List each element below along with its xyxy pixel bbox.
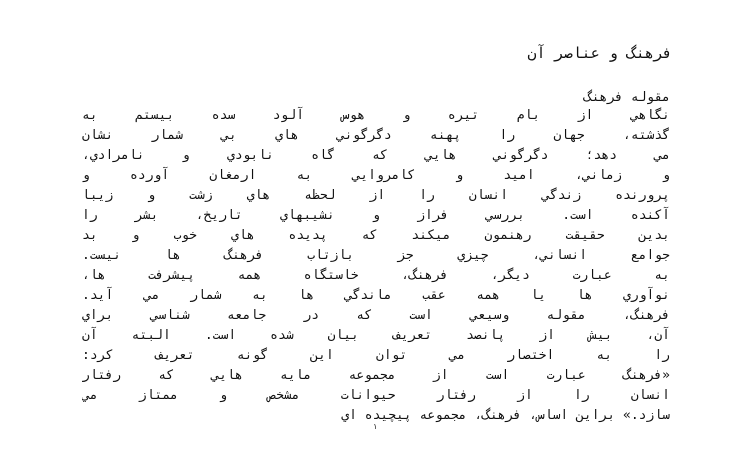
- body-line: نوآوري ها يا همه عقب ماندگي ها به شمار مي آيد.: [82, 288, 670, 303]
- body-line: و زماني، اميد و كامروايي به ارمغان آورده و: [82, 168, 670, 183]
- body-line: مي دهد؛ دگرگوني هايي كه گاه نابودي و نامرادي،: [82, 148, 670, 163]
- page-number: ١: [372, 422, 378, 431]
- section-heading: مقوله فرهنگ: [583, 90, 670, 105]
- body-line: نگاهي از بام تيره و هوس آلود سده بيستم به: [82, 108, 670, 123]
- body-line: گذشته، جهان را پهنه دگرگوني هاي بي شمار نشان: [82, 128, 670, 143]
- body-line: آن، بيش از پانصد تعريف بيان شده است. البته آن: [82, 328, 670, 343]
- body-line: جوامع انساني، چيزي جز بازتاب فرهنگ ها نيست.: [82, 248, 670, 263]
- body-line: «فرهنگ عبارت است از مجموعه مايه هايي كه رفتار: [82, 368, 670, 383]
- body-line: انسان را از رفتار حيوانات مشخص و ممتاز مي: [82, 388, 670, 403]
- body-line: بدين حقيقت رهنمون ميكند كه پديده هاي خوب و بد: [82, 228, 670, 243]
- body-line: آكنده است. بررسي فراز و نشيبهاي تاريخ، بشر را: [82, 208, 670, 223]
- body-line: را به اختصار مي توان اين گونه تعريف كرد:: [82, 348, 670, 363]
- document-title: فرهنگ و عناصر آن: [527, 44, 672, 62]
- body-line: سازد.» براين اساس، فرهنگ، مجموعه پيچيده اي: [341, 408, 670, 423]
- body-text: [82, 106, 670, 426]
- body-line: فرهنگ، مقوله وسيعي است كه در جامعه شناسي براي: [82, 308, 670, 323]
- body-line: پرورنده زندگي انسان را از لحظه هاي زشت و زيبا: [82, 188, 670, 203]
- body-line: به عبارت ديگر، فرهنگ، خاستگاه همه پيشرفت ها،: [82, 268, 670, 283]
